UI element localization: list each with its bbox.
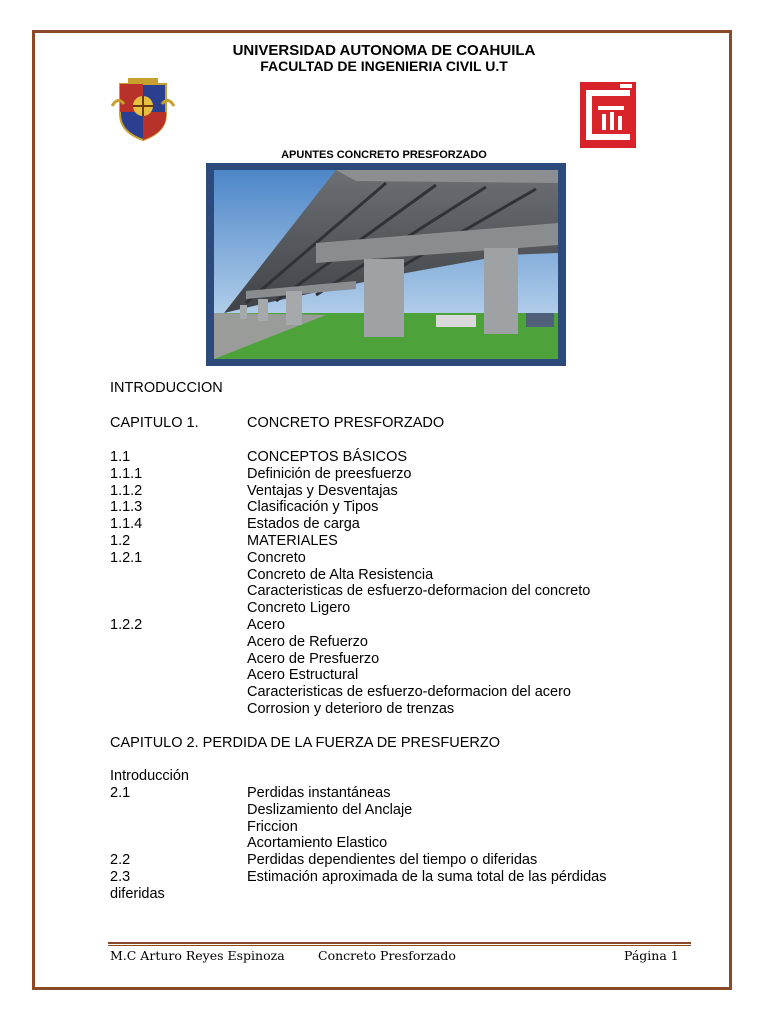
- section-number: 1.1.4: [110, 516, 143, 533]
- toc-row: [110, 684, 670, 701]
- university-title: UNIVERSIDAD AUTONOMA DE COAHUILA: [232, 42, 536, 59]
- footer-rule-thin: [108, 945, 691, 946]
- section-number: 2.2: [110, 852, 131, 869]
- toc-row: [110, 852, 670, 869]
- toc-chapter-2-intro: Introducción: [110, 768, 189, 784]
- section-number: 1.1.3: [110, 499, 143, 516]
- toc-row: [110, 617, 670, 634]
- toc-row: [110, 634, 670, 651]
- toc-row: [110, 533, 670, 550]
- toc-row: [110, 869, 670, 886]
- section-title: Caracteristicas de esfuerzo-deformacion del acero: [247, 684, 571, 701]
- section-title: Acortamiento Elastico: [247, 835, 388, 852]
- section-title: Clasificación y Tipos: [247, 499, 379, 516]
- section-title: Concreto: [247, 549, 306, 566]
- section-title: Estados de carga: [247, 516, 360, 533]
- faculty-title: FACULTAD DE INGENIERIA CIVIL U.T: [260, 58, 508, 74]
- section-number: 1.2.2: [110, 617, 143, 633]
- toc-row: [110, 651, 670, 668]
- footer-page-number: Página 1: [624, 948, 679, 963]
- toc-row: [110, 667, 670, 684]
- toc-row: [110, 550, 670, 567]
- chapter-number: CAPITULO 1.: [110, 415, 199, 431]
- footer-author: M.C Arturo Reyes Espinoza: [110, 948, 285, 963]
- university-crest-logo: [110, 76, 176, 142]
- section-title: CONCEPTOS BÁSICOS: [247, 449, 408, 465]
- section-title: Acero de Presfuerzo: [247, 650, 380, 667]
- section-title: Estimación aproximada de la suma total de las pérdidas: [247, 869, 607, 885]
- section-title: Corrosion y deterioro de trenzas: [247, 701, 455, 717]
- toc-row: [110, 835, 670, 852]
- toc-row: [110, 600, 670, 617]
- toc-introduction: INTRODUCCION: [110, 380, 223, 396]
- toc-row: [110, 449, 670, 466]
- section-title: Acero de Refuerzo: [247, 633, 368, 650]
- section-title: Ventajas y Desventajas: [247, 482, 398, 499]
- section-title: Perdidas dependientes del tiempo o diferidas: [247, 852, 538, 869]
- section-title: Acero: [247, 617, 285, 633]
- toc-wrap-text: diferidas: [110, 886, 165, 902]
- toc-chapter-1: [110, 415, 670, 432]
- section-number: 2.3: [110, 869, 131, 885]
- toc-row: [110, 483, 670, 500]
- footer-subject: Concreto Presforzado: [318, 948, 456, 963]
- section-number: 1.2.1: [110, 549, 143, 566]
- toc-chapter-2: CAPITULO 2. PERDIDA DE LA FUERZA DE PRESFUERZO: [110, 735, 500, 751]
- section-title: Deslizamiento del Anclaje: [247, 801, 413, 818]
- toc-row: [110, 499, 670, 516]
- faculty-logo: [580, 82, 636, 148]
- toc-row: [110, 583, 670, 600]
- toc-row: [110, 466, 670, 483]
- toc-row: [110, 819, 670, 836]
- faculty-logo-icon: [580, 82, 636, 148]
- section-title: Caracteristicas de esfuerzo-deformacion del concreto: [247, 583, 591, 600]
- section-number: 1.1.2: [110, 482, 143, 499]
- toc-row: [110, 785, 670, 802]
- document-title: APUNTES CONCRETO PRESFORZADO: [281, 149, 487, 161]
- section-title: Concreto Ligero: [247, 600, 351, 617]
- toc-row: [110, 567, 670, 584]
- section-number: 2.1: [110, 785, 131, 801]
- toc-row: [110, 701, 670, 718]
- section-number: 1.1.1: [110, 465, 143, 482]
- section-title: Definición de preesfuerzo: [247, 465, 412, 482]
- toc-row: [110, 516, 670, 533]
- section-title: Perdidas instantáneas: [247, 785, 391, 801]
- section-number: 1.2: [110, 533, 131, 549]
- chapter-title: CONCRETO PRESFORZADO: [247, 415, 445, 431]
- bridge-photo: [206, 163, 566, 366]
- section-title: Friccion: [247, 818, 298, 835]
- toc-row: [110, 802, 670, 819]
- footer-rule: [108, 942, 691, 944]
- section-title: Acero Estructural: [247, 667, 359, 684]
- section-number: 1.1: [110, 449, 131, 465]
- crest-icon: [110, 76, 176, 142]
- section-title: Concreto de Alta Resistencia: [247, 566, 434, 583]
- section-title: MATERIALES: [247, 533, 338, 549]
